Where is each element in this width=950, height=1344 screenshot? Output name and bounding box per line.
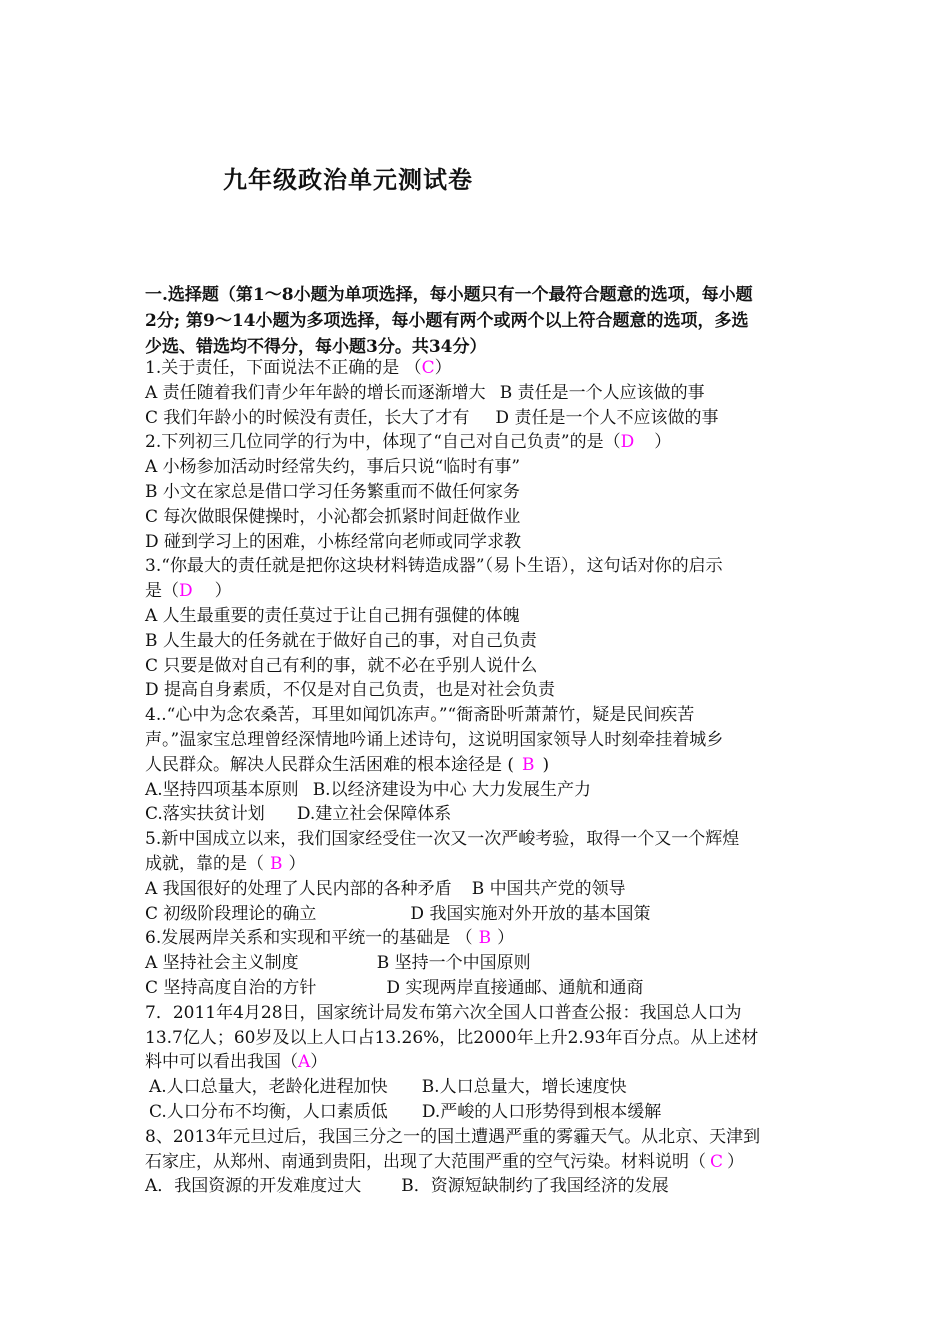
question-3-stem-cont: 是（D ） xyxy=(145,581,232,602)
option: C 只要是做对自己有利的事，就不必在乎别人说什么 xyxy=(145,655,538,676)
option: B 小文在家总是借口学习任务繁重而不做任何家务 xyxy=(145,481,520,502)
answer-mark: B xyxy=(270,853,283,874)
question-5-options-ab xyxy=(145,877,813,902)
option: B.人口总量大，增长速度快 xyxy=(421,1077,627,1098)
option: A 小杨参加活动时经常失约，事后只说“临时有事” xyxy=(145,457,521,478)
question-7-stem-cont: 13.7亿人；60岁及以上人口占13.26%，比2000年上升2.93年百分点。从上述材 xyxy=(145,1027,759,1048)
option: D.严峻的人口形势得到根本缓解 xyxy=(421,1101,662,1122)
option: C 坚持高度自治的方针 xyxy=(145,977,317,998)
option: D 责任是一个人不应该做的事 xyxy=(495,407,719,428)
option: B．资源短缺制约了我国经济的发展 xyxy=(401,1176,669,1197)
option: B.以经济建设为中心 大力发展生产力 xyxy=(312,779,591,800)
option: C 每次做眼保健操时，小沁都会抓紧时间赶做作业 xyxy=(145,506,521,527)
answer-mark: C xyxy=(421,358,435,378)
option: C.人口分布不均衡，人口素质低 xyxy=(149,1101,388,1122)
question-4-stem-cont: 人民群众。解决人民群众生活困难的根本途径是 ( B ) xyxy=(145,754,550,775)
question-7-options-ab xyxy=(145,1075,813,1100)
question-8-stem-cont: 石家庄，从郑州、南通到贵阳，出现了大范围严重的空气污染。材料说明（ C ） xyxy=(145,1151,745,1172)
section-header xyxy=(145,282,813,360)
answer-mark: D xyxy=(620,432,635,453)
question-1-options-cd xyxy=(145,406,813,431)
option: D 碰到学习上的困难，小栋经常向老师或同学求教 xyxy=(145,531,522,552)
option: D 我国实施对外开放的基本国策 xyxy=(410,903,651,924)
question-7-options-cd xyxy=(145,1100,813,1125)
option: A．我国资源的开发难度过大 xyxy=(145,1176,362,1197)
question-6-options-cd xyxy=(145,976,813,1001)
answer-mark: D xyxy=(179,581,193,602)
question-4-stem-cont: 声。”温家宝总理曾经深情地吟诵上述诗句，这说明国家领导人时刻牵挂着城乡 xyxy=(145,729,724,750)
option: B 中国共产党的领导 xyxy=(471,878,626,899)
option: A.坚持四项基本原则 xyxy=(145,779,299,800)
option: A 我国很好的处理了人民内部的各种矛盾 xyxy=(145,878,452,899)
option: A 责任随着我们青少年年龄的增长而逐渐增大 xyxy=(145,382,486,403)
question-3-stem: 3.“你最大的责任就是把你这块材料铸造成器”（易卜生语），这句话对你的启示 xyxy=(145,556,723,577)
option: C 我们年龄小的时候没有责任，长大了才有 xyxy=(145,407,470,428)
question-8-stem: 8、2013年元旦过后，我国三分之一的国土遭遇严重的雾霾天气。从北京、天津到 xyxy=(145,1126,761,1147)
section-header-line: 一.选择题（第1～8小题为单项选择，每小题只有一个最符合题意的选项，每小题 xyxy=(145,285,753,305)
questions xyxy=(145,356,813,1199)
option: C.落实扶贫计划 xyxy=(145,804,265,825)
question-4-options-ab xyxy=(145,778,813,803)
question-2-stem: 2.下列初三几位同学的行为中，体现了“自己对自己负责”的是（D ） xyxy=(145,432,672,453)
option: D 提高自身素质，不仅是对自己负责，也是对社会负责 xyxy=(145,680,556,701)
option: A 坚持社会主义制度 xyxy=(145,953,299,974)
section-header-line: 少选、错选均不得分，每小题3分。共34分） xyxy=(145,337,487,357)
answer-mark: C xyxy=(710,1151,724,1172)
question-6-options-ab xyxy=(145,951,813,976)
option: D.建立社会保障体系 xyxy=(296,804,452,825)
question-5-options-cd xyxy=(145,902,813,927)
option: C 初级阶段理论的确立 xyxy=(145,903,317,924)
question-1-stem: 1.关于责任，下面说法不正确的是 （C） xyxy=(145,358,452,378)
question-4-stem: 4..“心中为念农桑苦，耳里如闻饥冻声。”“衙斋卧听萧萧竹，疑是民间疾苦 xyxy=(145,705,695,726)
question-8-options-ab xyxy=(145,1174,813,1199)
question-6-stem: 6.发展两岸关系和实现和平统一的基础是 （ B ） xyxy=(145,928,515,949)
question-1-options-ab xyxy=(145,381,813,406)
option: A 人生最重要的责任莫过于让自己拥有强健的体魄 xyxy=(145,605,520,626)
question-5-stem: 5.新中国成立以来，我们国家经受住一次又一次严峻考验，取得一个又一个辉煌 xyxy=(145,829,740,850)
question-5-stem-cont: 成就，靠的是（ B ） xyxy=(145,853,306,874)
option: B 责任是一个人应该做的事 xyxy=(499,382,705,403)
section-header-line: 2分; 第9～14小题为多项选择，每小题有两个或两个以上符合题意的选项，多选 xyxy=(145,311,749,331)
page-title: 九年级政治单元测试卷 xyxy=(223,165,473,194)
option: A.人口总量大，老龄化进程加快 xyxy=(149,1077,388,1098)
question-4-options-cd xyxy=(145,802,813,827)
answer-mark: A xyxy=(298,1052,311,1073)
answer-mark: B xyxy=(478,928,492,949)
question-7-stem: 7．2011年4月28日，国家统计局发布第六次全国人口普查公报：我国总人口为 xyxy=(145,1002,742,1023)
option: D 实现两岸直接通邮、通航和通商 xyxy=(386,977,644,998)
option: B 人生最大的任务就在于做好自己的事，对自己负责 xyxy=(145,630,537,651)
question-7-stem-cont: 料中可以看出我国（A） xyxy=(145,1052,328,1073)
option: B 坚持一个中国原则 xyxy=(376,953,531,974)
answer-mark: B xyxy=(522,754,535,775)
